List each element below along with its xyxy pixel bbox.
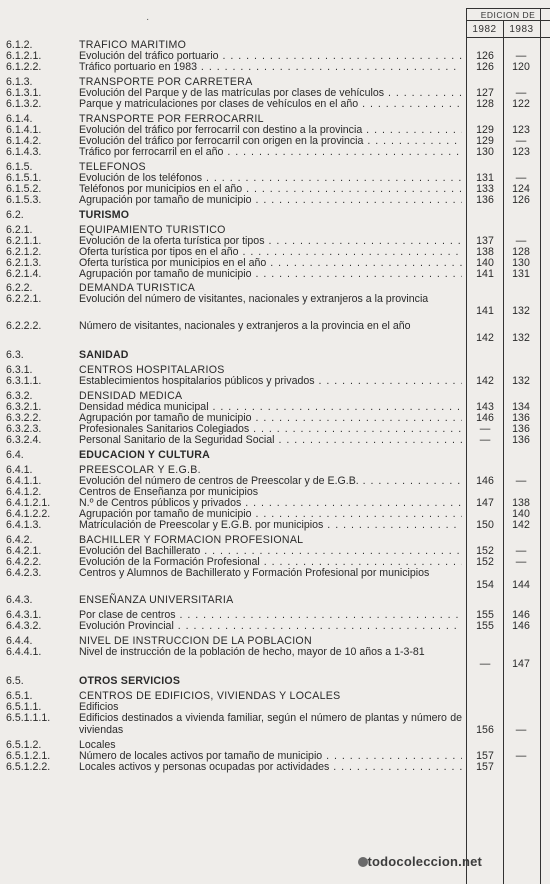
section-heading: TRANSPORTE POR CARRETERA <box>79 76 253 88</box>
page-1983: 130 <box>512 257 530 269</box>
page-1982: 140 <box>476 257 494 269</box>
entry-number: 6.1.4.2. <box>6 135 42 147</box>
page-1983: 128 <box>512 246 530 258</box>
page-1983: 124 <box>512 183 530 195</box>
page-1983: 136 <box>512 412 530 424</box>
section-heading: OTROS SERVICIOS <box>79 675 181 687</box>
page-1982: 154 <box>476 579 494 591</box>
section-heading: TRAFICO MARITIMO <box>79 39 187 51</box>
entry-number: 6.3.2.1. <box>6 401 42 413</box>
entry-number: 6.3.1.1. <box>6 375 42 387</box>
section-heading: TURISMO <box>79 209 130 221</box>
page-1982: 129 <box>476 124 494 136</box>
page-1982: 133 <box>476 183 494 195</box>
page-1983: 136 <box>512 434 530 446</box>
page-1982: 150 <box>476 519 494 531</box>
page-1983: 136 <box>512 423 530 435</box>
entry-number: 6.1.4.3. <box>6 146 42 158</box>
entry-number: 6.4.2.1. <box>6 545 42 557</box>
page-1982: 136 <box>476 194 494 206</box>
entry-title: Oferta turística por municipios en el año . . . <box>79 258 462 270</box>
page-1983: — <box>515 50 527 62</box>
entry-number: 6.4.2.3. <box>6 567 42 579</box>
entry-number: 6.3.2. <box>6 390 33 402</box>
page-1982: 128 <box>476 98 494 110</box>
section-heading: SANIDAD <box>79 349 129 361</box>
entry-title: Locales activos y personas ocupadas por actividades . . . <box>79 762 462 774</box>
entry-number: 6.5.1. <box>6 690 33 702</box>
section-heading: BACHILLER Y FORMACION PROFESIONAL <box>79 534 304 546</box>
entry-number: 6.2.1. <box>6 224 33 236</box>
entry-number: 6.5.1.2.2. <box>6 761 51 773</box>
page-1982: 156 <box>476 724 494 736</box>
page-1983: 123 <box>512 146 530 158</box>
page-1983: — <box>515 556 527 568</box>
entry-number: 6.1.3.2. <box>6 98 42 110</box>
entry-title: Evolución del tráfico portuario . . . <box>79 51 462 63</box>
entry-title: Evolución del Parque y de las matrículas por clases de vehículos . . . <box>79 88 462 100</box>
page-1982: 141 <box>476 305 494 317</box>
entry-number: 6.3.2.2. <box>6 412 42 424</box>
edition-header: EDICION DE <box>480 10 536 20</box>
section-heading: NIVEL DE INSTRUCCION DE LA POBLACION <box>79 635 312 647</box>
entry-title: Agrupación por tamaño de municipio . . . <box>79 509 462 521</box>
section-heading: EDUCACION Y CULTURA <box>79 449 210 461</box>
page-1982: 130 <box>476 146 494 158</box>
watermark-text: todocoleccion.net <box>367 854 483 869</box>
page-1982: — <box>479 434 491 446</box>
entry-number: 6.1.5.1. <box>6 172 42 184</box>
page-1983: 120 <box>512 61 530 73</box>
entry-number: 6.5.1.1.1. <box>6 712 51 724</box>
page-1982: 146 <box>476 412 494 424</box>
entry-number: 6.1.4.1. <box>6 124 42 136</box>
page-1982: 155 <box>476 609 494 621</box>
entry-title: Parque y matriculaciones por clases de vehículos en el año . . . <box>79 99 462 111</box>
page-1982: 152 <box>476 556 494 568</box>
entry-number: 6.3.1. <box>6 364 33 376</box>
entry-title: Evolución de los teléfonos . . . <box>79 173 462 185</box>
page-1983: 132 <box>512 305 530 317</box>
page-1983: — <box>515 235 527 247</box>
page-1982: 131 <box>476 172 494 184</box>
page-1982: 126 <box>476 61 494 73</box>
entry-number: 6.5.1.2.1. <box>6 750 51 762</box>
page-1983: — <box>515 750 527 762</box>
entry-title: Número de visitantes, nacionales y extranjeros a la provincia en el año <box>79 320 411 332</box>
page-1982: 147 <box>476 497 494 509</box>
page-1983: 147 <box>512 658 530 670</box>
column-rule-right <box>540 8 541 884</box>
page-1982: 141 <box>476 268 494 280</box>
entry-number: 6.2. <box>6 209 24 221</box>
page-1982: 142 <box>476 332 494 344</box>
entry-title: Evolución del tráfico por ferrocarril con origen en la provincia . . . <box>79 136 462 148</box>
page-1982: 157 <box>476 761 494 773</box>
page-1983: 132 <box>512 332 530 344</box>
entry-number: 6.4.1.2.2. <box>6 508 51 520</box>
entry-number: 6.5.1.1. <box>6 701 42 713</box>
entry-number: 6.4. <box>6 449 24 461</box>
section-heading: EQUIPAMIENTO TURISTICO <box>79 224 226 236</box>
entry-number: 6.4.3.2. <box>6 620 42 632</box>
entry-title: Evolución de la Formación Profesional . . . <box>79 557 462 569</box>
entry-title: Oferta turística por tipos en el año . . . <box>79 247 462 259</box>
entry-number: 6.4.2. <box>6 534 33 546</box>
entry-number: 6.4.3. <box>6 594 33 606</box>
page-1982: 127 <box>476 87 494 99</box>
page-1983: 134 <box>512 401 530 413</box>
page-1982: 137 <box>476 235 494 247</box>
section-heading: DENSIDAD MEDICA <box>79 390 183 402</box>
entry-title: Nivel de instrucción de la población de hecho, mayor de 10 años a 1-3-81 <box>79 646 425 658</box>
page-1983: 146 <box>512 620 530 632</box>
page-mark: · <box>146 14 150 25</box>
entry-title: Edificios <box>79 701 119 713</box>
entry-number: 6.3.2.3. <box>6 423 42 435</box>
column-rule-left <box>466 8 467 884</box>
page-1982: 157 <box>476 750 494 762</box>
section-heading: CENTROS HOSPITALARIOS <box>79 364 225 376</box>
page-1982: 143 <box>476 401 494 413</box>
page-1982: 155 <box>476 620 494 632</box>
page-1983: 132 <box>512 375 530 387</box>
entry-title: Centros de Enseñanza por municipios <box>79 486 259 498</box>
entry-number: 6.4.1.2.1. <box>6 497 51 509</box>
entry-title: Matriculación de Preescolar y E.G.B. por municipios . . . <box>79 520 462 532</box>
page-1983: — <box>515 135 527 147</box>
entry-number: 6.2.1.4. <box>6 268 42 280</box>
entry-number: 6.3.2.4. <box>6 434 42 446</box>
entry-title: Evolución del número de visitantes, nacionales y extranjeros a la provincia <box>79 293 429 305</box>
entry-number: 6.4.1.2. <box>6 486 42 498</box>
page-1983: 123 <box>512 124 530 136</box>
entry-number: 6.2.1.2. <box>6 246 42 258</box>
page-1982: — <box>479 423 491 435</box>
year-1982-header: 1982 <box>472 24 497 35</box>
header-bottom-rule <box>466 37 550 38</box>
entry-number: 6.5. <box>6 675 24 687</box>
page-1983: 122 <box>512 98 530 110</box>
column-rule-middle <box>503 20 504 884</box>
entry-title: Establecimientos hospitalarios públicos y privados . . . <box>79 376 462 388</box>
entry-title: Centros y Alumnos de Bachillerato y Formación Profesional por municipios <box>79 567 430 579</box>
entry-number: 6.4.1.3. <box>6 519 42 531</box>
entry-number: 6.4.4. <box>6 635 33 647</box>
entry-number: 6.5.1.2. <box>6 739 42 751</box>
page-1983: 140 <box>512 508 530 520</box>
entry-title: Profesionales Sanitarios Colegiados . . . <box>79 424 462 436</box>
entry-title: Número de locales activos por tamaño de municipio . . . <box>79 751 462 763</box>
entry-title: Tráfico portuario en 1983 . . . <box>79 62 462 74</box>
entry-title: Locales <box>79 739 116 751</box>
entry-number: 6.1.3. <box>6 76 33 88</box>
entry-title: Agrupación por tamaño de municipio . . . <box>79 413 462 425</box>
entry-title: Por clase de centros . . . <box>79 610 462 622</box>
page-1983: 146 <box>512 609 530 621</box>
entry-number: 6.3. <box>6 349 24 361</box>
page-1983: 144 <box>512 579 530 591</box>
section-heading: ENSEÑANZA UNIVERSITARIA <box>79 594 234 606</box>
entry-title: Teléfonos por municipios en el año . . . <box>79 184 462 196</box>
entry-title: Edificios destinados a vivienda familiar, según el número de plantas y número de viviendas <box>79 712 462 736</box>
entry-number: 6.4.3.1. <box>6 609 42 621</box>
entry-title: Evolución Provincial . . . <box>79 621 462 633</box>
entry-title: Evolución del Bachillerato . . . <box>79 546 462 558</box>
year-1983-header: 1983 <box>509 24 534 35</box>
section-heading: PREESCOLAR Y E.G.B. <box>79 464 201 476</box>
watermark <box>356 854 482 869</box>
page-1983: 131 <box>512 268 530 280</box>
page-1983: — <box>515 172 527 184</box>
header-middle-rule <box>466 20 550 21</box>
page-1982: 126 <box>476 50 494 62</box>
page-1983: — <box>515 724 527 736</box>
entry-number: 6.2.1.1. <box>6 235 42 247</box>
page-1983: 138 <box>512 497 530 509</box>
entry-number: 6.1.3.1. <box>6 87 42 99</box>
section-heading: DEMANDA TURISTICA <box>79 282 196 294</box>
page-1983: 126 <box>512 194 530 206</box>
page-1982: 138 <box>476 246 494 258</box>
entry-title: Agrupación por tamaño de municipio . . . <box>79 269 462 281</box>
entry-title: Agrupación por tamaño de municipio . . . <box>79 195 462 207</box>
entry-number: 6.1.4. <box>6 113 33 125</box>
entry-number: 6.2.1.3. <box>6 257 42 269</box>
entry-number: 6.4.2.2. <box>6 556 42 568</box>
entry-number: 6.2.2.2. <box>6 320 42 332</box>
page-1983: — <box>515 87 527 99</box>
entry-title: Evolución del tráfico por ferrocarril con destino a la provincia . . . <box>79 125 462 137</box>
entry-title: Evolución del número de centros de Preescolar y de E.G.B. . . . <box>79 476 462 488</box>
entry-title: Evolución de la oferta turística por tipos . . . <box>79 236 462 248</box>
page-1982: 129 <box>476 135 494 147</box>
entry-title: Personal Sanitario de la Seguridad Social . . . <box>79 435 462 447</box>
page-1983: 142 <box>512 519 530 531</box>
entry-number: 6.1.2.1. <box>6 50 42 62</box>
page-1982: 146 <box>476 475 494 487</box>
header-top-rule <box>466 8 550 9</box>
entry-number: 6.2.2.1. <box>6 293 42 305</box>
entry-title: Densidad médica municipal . . . <box>79 402 462 414</box>
entry-title: Tráfico por ferrocarril en el año . . . <box>79 147 462 159</box>
entry-number: 6.4.1.1. <box>6 475 42 487</box>
entry-number: 6.1.5. <box>6 161 33 173</box>
entry-number: 6.4.1. <box>6 464 33 476</box>
section-heading: TELEFONOS <box>79 161 146 173</box>
page-1983: — <box>515 545 527 557</box>
page-1982: 152 <box>476 545 494 557</box>
entry-number: 6.2.2. <box>6 282 33 294</box>
page-1982: 142 <box>476 375 494 387</box>
entry-title: N.º de Centros públicos y privados . . . <box>79 498 462 510</box>
page-1982: — <box>479 658 491 670</box>
entry-number: 6.4.4.1. <box>6 646 42 658</box>
entry-number: 6.1.2. <box>6 39 33 51</box>
entry-number: 6.1.5.2. <box>6 183 42 195</box>
entry-number: 6.1.5.3. <box>6 194 42 206</box>
page-1983: — <box>515 475 527 487</box>
section-heading: CENTROS DE EDIFICIOS, VIVIENDAS Y LOCALES <box>79 690 341 702</box>
section-heading: TRANSPORTE POR FERROCARRIL <box>79 113 264 125</box>
entry-number: 6.1.2.2. <box>6 61 42 73</box>
